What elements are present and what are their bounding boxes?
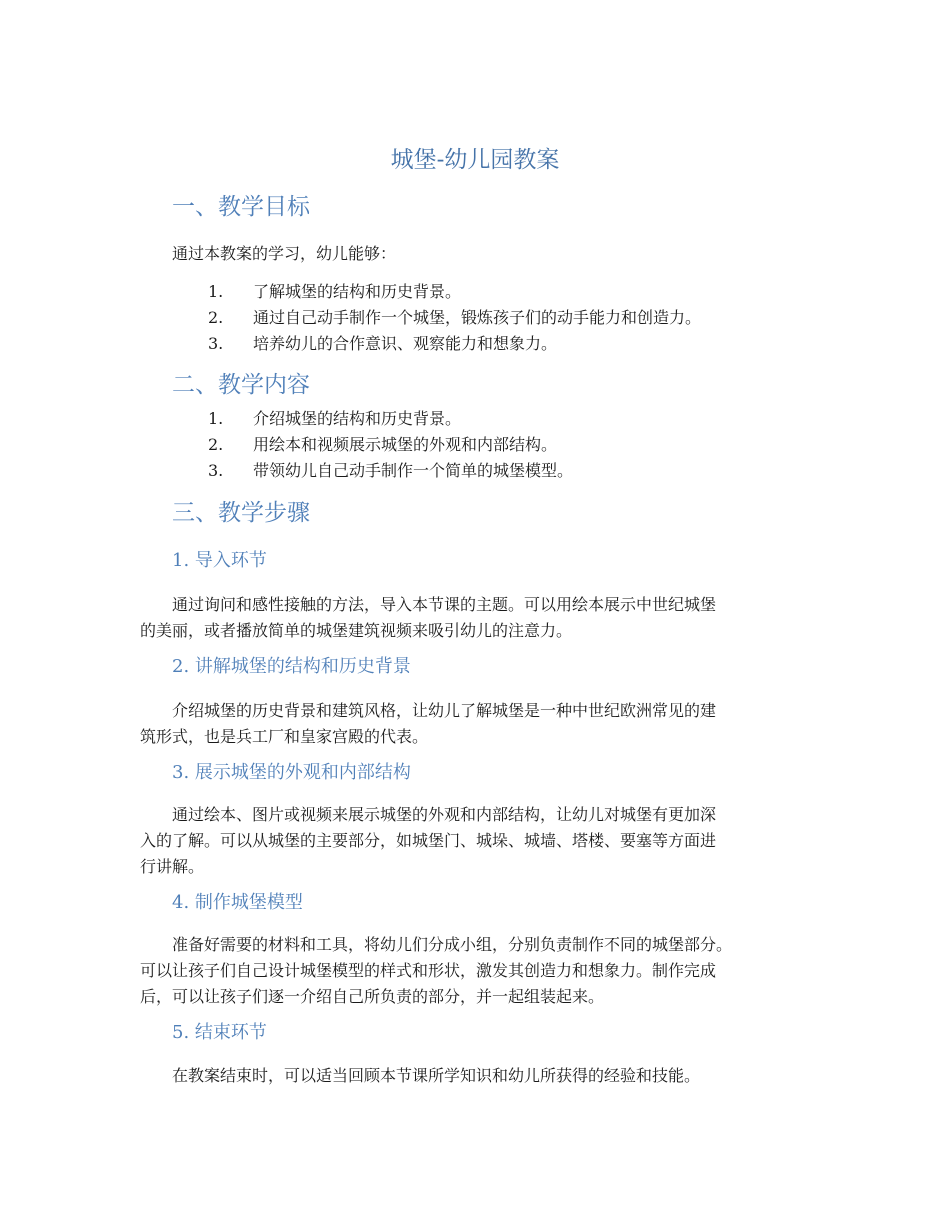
- list-item: 带领幼儿自己动手制作一个简单的城堡模型。: [253, 461, 574, 480]
- paragraph-line: 的美丽，或者播放简单的城堡建筑视频来吸引幼儿的注意力。: [140, 621, 573, 640]
- step-paragraph: [140, 1063, 820, 1089]
- section-heading-steps: 三、教学步骤: [172, 500, 310, 526]
- step-heading-ending: 5. 结束环节: [172, 1022, 267, 1043]
- step-heading-model: 4. 制作城堡模型: [172, 892, 303, 913]
- step-paragraph: [140, 802, 820, 880]
- section-heading-goals: 一、教学目标: [172, 194, 310, 220]
- list-item: 通过自己动手制作一个城堡，锻炼孩子们的动手能力和创造力。: [253, 308, 702, 327]
- list-item-number: 1.: [208, 409, 224, 428]
- list-item-number: 3.: [208, 461, 224, 480]
- section-heading-content: 二、教学内容: [172, 372, 310, 398]
- paragraph-line: 通过询问和感性接触的方法，导入本节课的主题。可以用绘本展示中世纪城堡: [172, 595, 717, 614]
- step-heading-intro: 1. 导入环节: [172, 550, 267, 571]
- list-item: 用绘本和视频展示城堡的外观和内部结构。: [253, 435, 558, 454]
- list-item-number: 2.: [208, 308, 224, 327]
- step-paragraph: [140, 932, 820, 1010]
- step-heading-structure: 3. 展示城堡的外观和内部结构: [172, 762, 411, 783]
- list-item: 培养幼儿的合作意识、观察能力和想象力。: [253, 334, 558, 353]
- step-paragraph: [140, 698, 820, 750]
- list-item-number: 2.: [208, 435, 224, 454]
- list-item-number: 1.: [208, 282, 224, 301]
- step-heading-history: 2. 讲解城堡的结构和历史背景: [172, 656, 411, 677]
- paragraph-line: 通过绘本、图片或视频来展示城堡的外观和内部结构，让幼儿对城堡有更加深: [172, 805, 717, 824]
- list-item-number: 3.: [208, 334, 224, 353]
- step-paragraph: [140, 592, 820, 644]
- list-item: 了解城堡的结构和历史背景。: [253, 282, 462, 301]
- paragraph-line: 入的了解。可以从城堡的主要部分，如城堡门、城垛、城墙、塔楼、要塞等方面进: [140, 831, 717, 850]
- list-item: 介绍城堡的结构和历史背景。: [253, 409, 462, 428]
- paragraph-line: 在教案结束时，可以适当回顾本节课所学知识和幼儿所获得的经验和技能。: [172, 1066, 701, 1085]
- document-title: 城堡-幼儿园教案: [390, 147, 560, 173]
- paragraph-line: 筑形式，也是兵工厂和皇家宫殿的代表。: [140, 727, 429, 746]
- paragraph-line: 可以让孩子们自己设计城堡模型的样式和形状，激发其创造力和想象力。制作完成: [140, 961, 717, 980]
- paragraph-line: 准备好需要的材料和工具，将幼儿们分成小组，分别负责制作不同的城堡部分。: [172, 935, 733, 954]
- section-intro: 通过本教案的学习，幼儿能够：: [172, 244, 397, 263]
- paragraph-line: 行讲解。: [140, 857, 205, 876]
- paragraph-line: 后，可以让孩子们逐一介绍自己所负责的部分，并一起组装起来。: [140, 987, 605, 1006]
- paragraph-line: 介绍城堡的历史背景和建筑风格，让幼儿了解城堡是一种中世纪欧洲常见的建: [172, 701, 717, 720]
